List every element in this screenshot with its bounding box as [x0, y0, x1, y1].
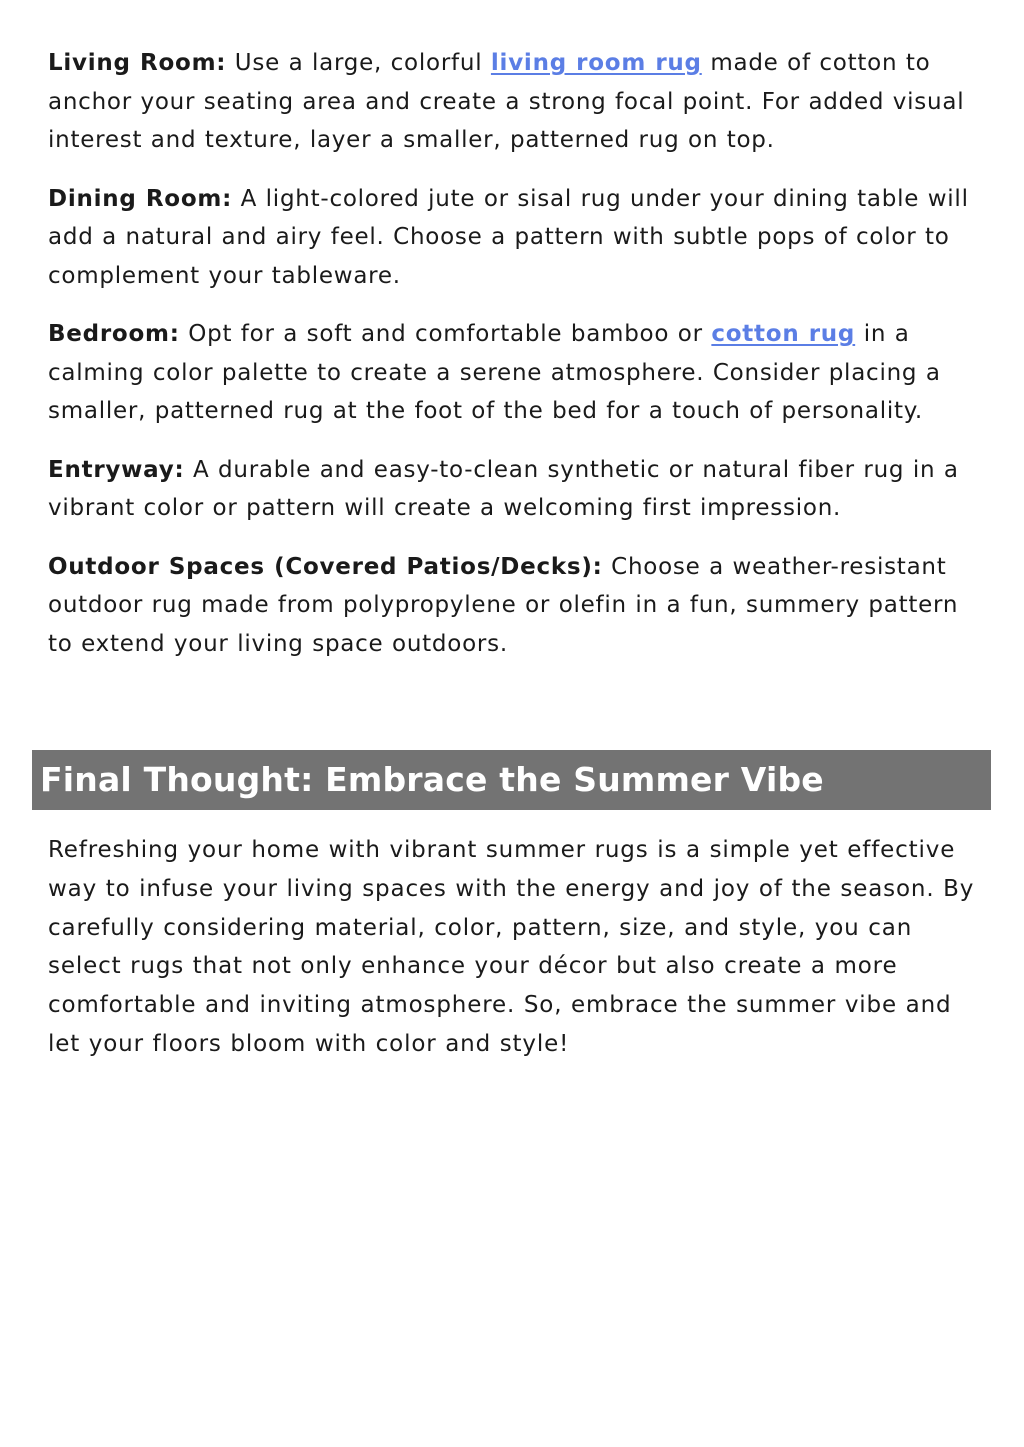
bedroom-paragraph	[48, 315, 978, 431]
outdoor-spaces-paragraph	[48, 548, 978, 664]
entryway-text: A durable and easy-to-clean synthetic or natural fiber rug in a vibrant color or pattern will create a welcoming first impression.	[48, 456, 959, 521]
dining-room-paragraph	[48, 180, 978, 296]
dining-room-label: Dining Room:	[48, 185, 233, 212]
entryway-label: Entryway:	[48, 456, 185, 483]
final-thought-paragraph: Refreshing your home with vibrant summer rugs is a simple yet effective way to infuse your living spaces with the energy and joy of the season. By carefully considering material, color, pattern, size, and style, you can select rugs that not only enhance your décor but also create a more comfortable and inviting atmosphere. So, embrace the summer vibe and let your floors bloom with color and style!	[48, 837, 975, 1057]
final-thought-heading-bar	[32, 750, 991, 810]
entryway-paragraph	[48, 451, 978, 528]
outdoor-spaces-text: Choose a weather-resistant outdoor rug made from polypropylene or olefin in a fun, summery pattern to extend your living space outdoors.	[48, 553, 959, 657]
final-thought-section	[48, 831, 988, 1064]
living-room-text-before: Use a large, colorful	[226, 50, 491, 76]
living-room-label: Living Room:	[48, 50, 227, 76]
bedroom-text-after: in a calming color palette to create a serene atmosphere. Consider placing a smaller, patterned rug at the foot of the bed for a touch of personality.	[48, 321, 941, 424]
living-room-text-after: made of cotton to anchor your seating area and create a strong focal point. For added visual interest and texture, layer a smaller, patterned rug on top.	[48, 50, 965, 153]
cotton-rug-link[interactable]: cotton rug	[711, 321, 856, 347]
outdoor-spaces-label: Outdoor Spaces (Covered Patios/Decks):	[48, 553, 603, 580]
bedroom-label: Bedroom:	[48, 321, 180, 347]
living-room-rug-link[interactable]: living room rug	[490, 50, 702, 76]
dining-room-text: A light-colored jute or sisal rug under your dining table will add a natural and airy feel. Choose a pattern with subtle pops of color to complement your tableware.	[48, 185, 969, 289]
bedroom-text-before: Opt for a soft and comfortable bamboo or	[179, 321, 712, 347]
final-thought-heading: Final Thought: Embrace the Summer Vibe	[40, 760, 824, 799]
living-room-paragraph	[48, 44, 978, 160]
room-tips	[48, 44, 978, 683]
